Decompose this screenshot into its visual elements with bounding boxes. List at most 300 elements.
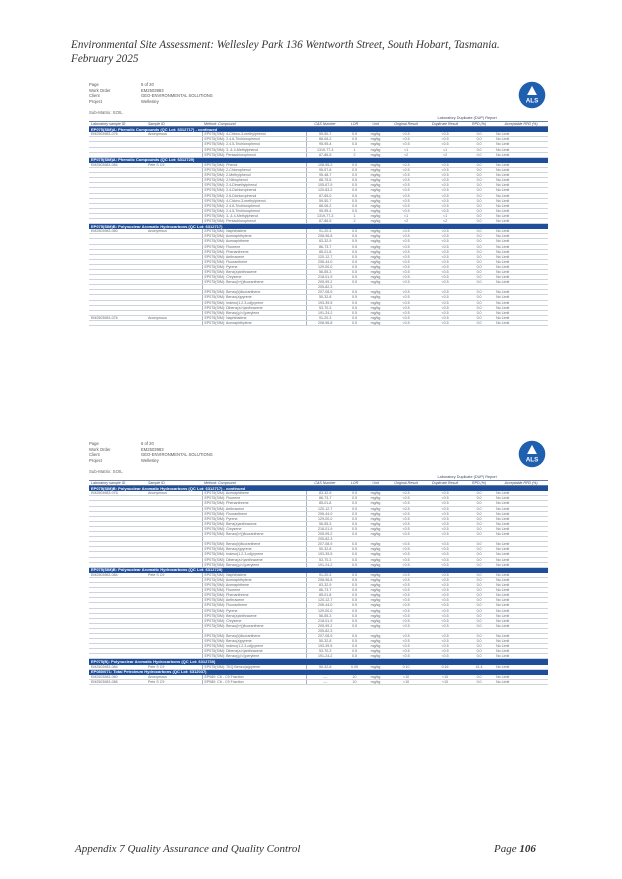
cell-orig: <0.5 xyxy=(386,254,426,259)
meta-value: EM2503983 xyxy=(141,87,164,93)
cell-rpd: 0.0 xyxy=(464,532,494,537)
cell-cas: 208-96-8 xyxy=(306,577,344,582)
cell-cmp: EP075(SIM): 2-Methylphenol xyxy=(202,173,306,178)
cell-rpd: 0.0 xyxy=(464,557,494,562)
cell-unit: mg/kg xyxy=(365,254,386,259)
cell-dup: <0.5 xyxy=(426,588,464,593)
cell-orig: <0.5 xyxy=(386,639,426,644)
cell-lor: 0.5 xyxy=(344,198,365,203)
cell-acc: No Limit xyxy=(494,573,548,578)
cell-lor: 0.5 xyxy=(344,583,365,588)
column-header: LOR xyxy=(344,480,365,486)
cell-rpd: 0.0 xyxy=(464,264,494,269)
cell-unit: mg/kg xyxy=(365,188,386,193)
cell-unit: mg/kg xyxy=(365,501,386,506)
cell-unit: mg/kg xyxy=(365,603,386,608)
cell-lor: 0.5 xyxy=(344,295,365,300)
cell-lab xyxy=(89,320,146,325)
cell-dup: <0.5 xyxy=(426,183,464,188)
cell-cmp: EP075(SIM): Anthracene xyxy=(202,254,306,259)
cell-lor: 0.5 xyxy=(344,270,365,275)
cell-rpd: 0.0 xyxy=(464,218,494,223)
cell-dup: <0.5 xyxy=(426,532,464,537)
cell-rpd: 0.0 xyxy=(464,254,494,259)
cell-orig: <0.5 xyxy=(386,183,426,188)
cell-rpd: 0.0 xyxy=(464,654,494,659)
cell-cas: 95-95-4 xyxy=(306,142,344,147)
meta-label: Client xyxy=(89,93,100,99)
cell-rpd: 0.0 xyxy=(464,608,494,613)
cell-unit: mg/kg xyxy=(365,623,386,628)
cell-dup: <0.5 xyxy=(426,249,464,254)
cell-dup: <0.5 xyxy=(426,577,464,582)
cell-dup: <0.5 xyxy=(426,573,464,578)
cell-orig: <0.5 xyxy=(386,229,426,234)
section-title: EP080/071: Total Petroleum Hydrocarbons (QC Lot: 6312037) xyxy=(89,669,548,675)
cell-orig: <0.5 xyxy=(386,618,426,623)
lab-report-page-2 xyxy=(89,441,548,761)
cell-cas: 53-70-3 xyxy=(306,305,344,310)
cell-cmp: EP075(SIM): Naphthalene xyxy=(202,315,306,320)
duplicate-report-table xyxy=(89,116,548,326)
cell-acc: No Limit xyxy=(494,132,548,137)
cell-acc: No Limit xyxy=(494,188,548,193)
meta-value: GEO-ENVIRONMENTAL SOLUTIONS xyxy=(141,452,213,458)
cell-dup: <0.5 xyxy=(426,208,464,213)
cell-lor: 0.5 xyxy=(344,593,365,598)
cell-acc: No Limit xyxy=(494,249,548,254)
cell-acc: No Limit xyxy=(494,526,548,531)
cell-orig: <0.5 xyxy=(386,290,426,295)
cell-dup: <0.5 xyxy=(426,280,464,285)
cell-cmp: EP075(SIM): 3- & 4-Methylphenol xyxy=(202,213,306,218)
cell-cas: 95-95-4 xyxy=(306,208,344,213)
cell-rpd: 0.0 xyxy=(464,593,494,598)
cell-orig: <0.5 xyxy=(386,208,426,213)
sub-matrix-label: Sub-Matrix: SOIL xyxy=(89,110,123,115)
meta-label: Page xyxy=(89,441,99,446)
cell-unit: mg/kg xyxy=(365,526,386,531)
cell-cmp: EP075(SIM): 4-Chloro-3-methylphenol xyxy=(202,198,306,203)
cell-unit: mg/kg xyxy=(365,259,386,264)
cell-dup: <0.5 xyxy=(426,229,464,234)
cell-dup: <0.5 xyxy=(426,305,464,310)
cell-rpd: 0.0 xyxy=(464,511,494,516)
cell-cas: 50-32-8 xyxy=(306,665,344,670)
cell-orig: <0.5 xyxy=(386,259,426,264)
cell-unit: mg/kg xyxy=(365,593,386,598)
cell-rpd: 0.0 xyxy=(464,552,494,557)
cell-cas: 193-39-5 xyxy=(306,300,344,305)
cell-dup: <1 xyxy=(426,213,464,218)
cell-lor: 0.5 xyxy=(344,644,365,649)
cell-unit: mg/kg xyxy=(365,588,386,593)
cell-dup: <0.5 xyxy=(426,552,464,557)
cell-acc: No Limit xyxy=(494,264,548,269)
cell-cas: 87-86-5 xyxy=(306,152,344,157)
cell-rpd: 0.0 xyxy=(464,573,494,578)
cell-cas: 50-32-8 xyxy=(306,295,344,300)
cell-rpd: 0.0 xyxy=(464,644,494,649)
cell-cas: 95-57-8 xyxy=(306,168,344,173)
cell-cas: 1319-77-3 xyxy=(306,213,344,218)
cell-dup: <0.5 xyxy=(426,315,464,320)
cell-cas: 56-55-3 xyxy=(306,613,344,618)
cell-orig: <0.5 xyxy=(386,603,426,608)
cell-dup: <2 xyxy=(426,218,464,223)
cell-dup: <0.5 xyxy=(426,603,464,608)
cell-lor: 0.5 xyxy=(344,315,365,320)
cell-unit: mg/kg xyxy=(365,562,386,567)
cell-cmp: EP075(SIM): Anthracene xyxy=(202,598,306,603)
cell-dup: <0.5 xyxy=(426,593,464,598)
cell-lab: EM2503983-084 xyxy=(89,163,146,168)
column-header: Unit xyxy=(365,121,386,127)
cell-cas: 50-32-8 xyxy=(306,639,344,644)
cell-acc: No Limit xyxy=(494,198,548,203)
cell-lor: 0.5 xyxy=(344,573,365,578)
cell-cmp: EP075(SIM): 2.4.6-Trichlorophenol xyxy=(202,203,306,208)
cell-unit: mg/kg xyxy=(365,680,386,685)
cell-sample: Anonymous xyxy=(146,491,202,496)
als-logo-icon xyxy=(518,440,546,468)
cell-orig: <0.5 xyxy=(386,163,426,168)
cell-unit: mg/kg xyxy=(365,234,386,239)
cell-dup: <0.5 xyxy=(426,132,464,137)
cell-lor: 0.5 xyxy=(344,603,365,608)
cell-rpd: 0.0 xyxy=(464,270,494,275)
cell-cas: 206-44-0 xyxy=(306,259,344,264)
cell-cmp: EP075(SIM): 3- & 4-Methylphenol xyxy=(202,147,306,152)
cell-cas: 205-99-2 xyxy=(306,280,344,285)
cell-dup: <0.5 xyxy=(426,310,464,315)
cell-lor: 0.5 xyxy=(344,649,365,654)
cell-cmp: EP075(SIM): Phenanthrene xyxy=(202,593,306,598)
cell-unit: mg/kg xyxy=(365,552,386,557)
table-row xyxy=(89,491,548,496)
cell-sample: Pete S C9 xyxy=(146,163,202,168)
cell-cmp: EP075(SIM): Pyrene xyxy=(202,516,306,521)
cell-acc: No Limit xyxy=(494,542,548,547)
cell-lor: 1 xyxy=(344,213,365,218)
cell-rpd: 0.0 xyxy=(464,208,494,213)
column-header: Duplicate Result xyxy=(426,121,464,127)
cell-rpd: 0.0 xyxy=(464,577,494,582)
cell-cas: 205-82-3 xyxy=(306,537,344,542)
cell-dup: <0.5 xyxy=(426,290,464,295)
cell-rpd: 0.0 xyxy=(464,547,494,552)
cell-lor: 0.5 xyxy=(344,511,365,516)
cell-cmp: EP075(SIM): Dibenz(a.h)anthracene xyxy=(202,557,306,562)
cell-sample: Pete S C9 xyxy=(146,665,202,670)
cell-cas: 83-32-9 xyxy=(306,239,344,244)
cell-lor: 0.5 xyxy=(344,496,365,501)
cell-cas: 86-73-7 xyxy=(306,588,344,593)
cell-orig: <0.5 xyxy=(386,511,426,516)
meta-row xyxy=(89,458,349,464)
cell-rpd: 0.0 xyxy=(464,516,494,521)
cell-unit: mg/kg xyxy=(365,152,386,157)
cell-rpd: 0.0 xyxy=(464,147,494,152)
cell-unit: mg/kg xyxy=(365,132,386,137)
cell-cas: 120-12-7 xyxy=(306,506,344,511)
cell-orig: <0.5 xyxy=(386,239,426,244)
cell-dup: <0.5 xyxy=(426,654,464,659)
cell-orig: <0.5 xyxy=(386,573,426,578)
cell-cmp: EP075(SIM): Anthracene xyxy=(202,506,306,511)
cell-cmp: EP075(SIM): Benzo(g.h.i)perylene xyxy=(202,562,306,567)
cell-cmp: EP075(SIM): 2-Nitrophenol xyxy=(202,178,306,183)
cell-cmp: EP075(SIM): Acenaphthylene xyxy=(202,577,306,582)
cell-cmp: EP075(SIM): Benz(a)anthracene xyxy=(202,270,306,275)
cell-lor: 0.5 xyxy=(344,178,365,183)
cell-acc: No Limit xyxy=(494,275,548,280)
cell-dup: <0.5 xyxy=(426,634,464,639)
cell-dup: <0.5 xyxy=(426,608,464,613)
cell-cas: 59-50-7 xyxy=(306,198,344,203)
table-row xyxy=(89,132,548,137)
cell-lor: 10 xyxy=(344,680,365,685)
cell-lor: 10 xyxy=(344,675,365,680)
als-logo-icon xyxy=(518,81,546,109)
cell-acc: No Limit xyxy=(494,254,548,259)
cell-cas: 206-44-0 xyxy=(306,603,344,608)
cell-rpd: 0.0 xyxy=(464,618,494,623)
cell-cas: 86-73-7 xyxy=(306,496,344,501)
cell-cmp: EP075(SIM): Benzo(b+j)fluoranthene xyxy=(202,532,306,537)
svg-text:ALS: ALS xyxy=(525,97,539,105)
cell-dup: <0.5 xyxy=(426,496,464,501)
cell-unit: mg/kg xyxy=(365,521,386,526)
cell-cmp: EP075(SIM): Acenaphthylene xyxy=(202,234,306,239)
cell-cmp: EP075(SIM): Chrysene xyxy=(202,526,306,531)
column-header: Laboratory sample ID xyxy=(89,121,146,127)
cell-cas: 59-50-7 xyxy=(306,132,344,137)
cell-orig: <0.5 xyxy=(386,295,426,300)
cell-rpd: 0.0 xyxy=(464,249,494,254)
cell-cmp: EP075(SIM): Fluorene xyxy=(202,496,306,501)
cell-rpd: 0.0 xyxy=(464,680,494,685)
column-header: Duplicate Result xyxy=(426,480,464,486)
cell-acc: No Limit xyxy=(494,315,548,320)
report-meta xyxy=(89,441,349,463)
cell-dup: <0.5 xyxy=(426,193,464,198)
cell-acc: No Limit xyxy=(494,583,548,588)
cell-cmp: EP075(SIM): Benzo(b+j)fluoranthene xyxy=(202,623,306,628)
cell-lor: 0.5 xyxy=(344,229,365,234)
cell-acc: No Limit xyxy=(494,577,548,582)
cell-cmp: EP075(SIM): Pentachlorophenol xyxy=(202,218,306,223)
cell-lor: 0.05 xyxy=(344,665,365,670)
cell-acc: No Limit xyxy=(494,137,548,142)
column-header: Sample ID xyxy=(146,121,202,127)
cell-orig: <0.5 xyxy=(386,173,426,178)
cell-dup: <0.5 xyxy=(426,516,464,521)
cell-rpd: 0.0 xyxy=(464,603,494,608)
cell-acc: No Limit xyxy=(494,218,548,223)
cell-acc: No Limit xyxy=(494,644,548,649)
cell-unit: mg/kg xyxy=(365,280,386,285)
cell-cas: 85-01-8 xyxy=(306,593,344,598)
table-row xyxy=(89,665,548,670)
cell-acc: No Limit xyxy=(494,608,548,613)
cell-dup: <10 xyxy=(426,675,464,680)
cell-acc: No Limit xyxy=(494,511,548,516)
cell-rpd: 0.0 xyxy=(464,491,494,496)
cell-dup: <0.5 xyxy=(426,203,464,208)
column-header: CAS Number xyxy=(306,480,344,486)
cell-cmp: EP075(SIM): Benzo(a)pyrene xyxy=(202,639,306,644)
cell-acc: No Limit xyxy=(494,618,548,623)
cell-lor: 0.5 xyxy=(344,557,365,562)
column-header: Method: Compound xyxy=(202,121,306,127)
cell-unit: mg/kg xyxy=(365,310,386,315)
cell-dup: <0.5 xyxy=(426,198,464,203)
cell-cas: 205-99-2 xyxy=(306,532,344,537)
cell-unit: mg/kg xyxy=(365,244,386,249)
cell-dup: <0.5 xyxy=(426,168,464,173)
cell-lab: EM2503983-084 xyxy=(89,665,146,670)
cell-cmp: EP075(SIM): 2.6-Dichlorophenol xyxy=(202,193,306,198)
cell-dup: <0.5 xyxy=(426,239,464,244)
cell-orig: <2 xyxy=(386,218,426,223)
cell-rpd: 0.0 xyxy=(464,496,494,501)
cell-dup: <0.5 xyxy=(426,137,464,142)
cell-rpd: 0.0 xyxy=(464,183,494,188)
cell-dup: <0.5 xyxy=(426,557,464,562)
cell-unit: mg/kg xyxy=(365,168,386,173)
section-title: EP075(SIM)A: Phenolic Compounds (QC Lot: 6312717) - continued xyxy=(89,127,548,133)
cell-rpd: 0.0 xyxy=(464,583,494,588)
cell-cmp: EP075(SIM): Dibenz(a.h)anthracene xyxy=(202,649,306,654)
column-header-row xyxy=(89,121,548,127)
cell-cmp: EP075(SIM): Fluoranthene xyxy=(202,259,306,264)
cell-cas: 191-24-2 xyxy=(306,654,344,659)
cell-lab: EM2503983-060 xyxy=(89,675,146,680)
cell-rpd: 0.0 xyxy=(464,562,494,567)
meta-label: Project xyxy=(89,457,103,463)
column-header: Original Result xyxy=(386,480,426,486)
footer-appendix: Appendix 7 Quality Assurance and Quality Control xyxy=(75,843,301,855)
meta-value: 6 of 20 xyxy=(141,441,154,446)
cell-dup: <0.5 xyxy=(426,511,464,516)
cell-acc: No Limit xyxy=(494,142,548,147)
cell-unit: mg/kg xyxy=(365,618,386,623)
cell-lor: 0.5 xyxy=(344,259,365,264)
group-title: Laboratory Duplicate (DUP) Report xyxy=(386,475,548,480)
cell-cas: 218-01-9 xyxy=(306,618,344,623)
cell-cmp: EP075(SIM): Benzo(k)fluoranthene xyxy=(202,542,306,547)
cell-orig: <0.5 xyxy=(386,137,426,142)
cell-acc: No Limit xyxy=(494,532,548,537)
cell-acc: No Limit xyxy=(494,598,548,603)
meta-row xyxy=(89,99,349,105)
cell-unit: mg/kg xyxy=(365,634,386,639)
cell-rpd: 0.0 xyxy=(464,501,494,506)
cell-unit: mg/kg xyxy=(365,193,386,198)
cell-cas: 87-65-0 xyxy=(306,193,344,198)
cell-rpd: 0.0 xyxy=(464,526,494,531)
cell-orig: <0.5 xyxy=(386,623,426,628)
cell-cas: ---- xyxy=(306,680,344,685)
cell-lor: 0.5 xyxy=(344,547,365,552)
cell-cmp: EP075(SIM): Phenol xyxy=(202,163,306,168)
cell-cmp: EP075(SIM): Phenanthrene xyxy=(202,501,306,506)
cell-lor: 0.5 xyxy=(344,275,365,280)
cell-acc: No Limit xyxy=(494,680,548,685)
column-header: LOR xyxy=(344,121,365,127)
cell-rpd: 0.0 xyxy=(464,649,494,654)
column-header: Original Result xyxy=(386,121,426,127)
cell-cas: 206-44-0 xyxy=(306,511,344,516)
cell-cas: 193-39-5 xyxy=(306,644,344,649)
table-row xyxy=(89,573,548,578)
cell-orig: <0.5 xyxy=(386,188,426,193)
cell-dup: <0.5 xyxy=(426,521,464,526)
cell-cas: 205-82-3 xyxy=(306,628,344,633)
cell-rpd: 0.0 xyxy=(464,588,494,593)
cell-cmp: EP075(SIM): Acenaphthene xyxy=(202,491,306,496)
cell-lor: 0.5 xyxy=(344,588,365,593)
cell-dup: <0.5 xyxy=(426,178,464,183)
cell-unit: mg/kg xyxy=(365,183,386,188)
cell-lab: EM2503983-060 xyxy=(89,229,146,234)
footer-page-label: Page xyxy=(494,843,517,855)
cell-lor: 0.5 xyxy=(344,623,365,628)
cell-unit: mg/kg xyxy=(365,320,386,325)
cell-acc: No Limit xyxy=(494,300,548,305)
cell-unit: mg/kg xyxy=(365,264,386,269)
cell-orig: <0.5 xyxy=(386,577,426,582)
cell-lor: 0.5 xyxy=(344,562,365,567)
cell-dup: <0.5 xyxy=(426,501,464,506)
document-header xyxy=(71,39,541,66)
cell-lor: 0.5 xyxy=(344,613,365,618)
cell-cas: 207-08-9 xyxy=(306,634,344,639)
cell-cmp: EP075(SIM): Indeno(1.2.3.cd)pyrene xyxy=(202,552,306,557)
cell-cas: 105-67-9 xyxy=(306,183,344,188)
cell-rpd: 0.0 xyxy=(464,244,494,249)
cell-lor: 0.5 xyxy=(344,234,365,239)
cell-cas: 85-01-8 xyxy=(306,249,344,254)
cell-orig: 0.10 xyxy=(386,665,426,670)
cell-acc: No Limit xyxy=(494,588,548,593)
meta-value: Wellesley xyxy=(141,98,159,104)
cell-rpd: 0.0 xyxy=(464,639,494,644)
cell-orig: <0.5 xyxy=(386,557,426,562)
cell-rpd: 0.0 xyxy=(464,613,494,618)
cell-acc: No Limit xyxy=(494,320,548,325)
cell-acc: No Limit xyxy=(494,147,548,152)
cell-orig: <0.5 xyxy=(386,496,426,501)
cell-unit: mg/kg xyxy=(365,583,386,588)
cell-orig: <0.5 xyxy=(386,198,426,203)
cell-dup: <0.5 xyxy=(426,506,464,511)
cell-orig: <0.5 xyxy=(386,654,426,659)
section-title: EP075(SIM)B: Polynuclear Aromatic Hydrocarbons (QC Lot: 6312717) - continued xyxy=(89,486,548,492)
cell-orig: <0.5 xyxy=(386,526,426,531)
cell-lor: 1 xyxy=(344,147,365,152)
cell-cas: 56-55-3 xyxy=(306,521,344,526)
cell-rpd: 0.0 xyxy=(464,229,494,234)
cell-lor: 0.5 xyxy=(344,608,365,613)
column-header: RPD (%) xyxy=(464,121,494,127)
cell-acc: No Limit xyxy=(494,557,548,562)
cell-rpd: 0.0 xyxy=(464,168,494,173)
table-row xyxy=(89,320,548,325)
cell-unit: mg/kg xyxy=(365,147,386,152)
cell-cmp: EP075(SIM): Benzo(a)pyrene xyxy=(202,295,306,300)
